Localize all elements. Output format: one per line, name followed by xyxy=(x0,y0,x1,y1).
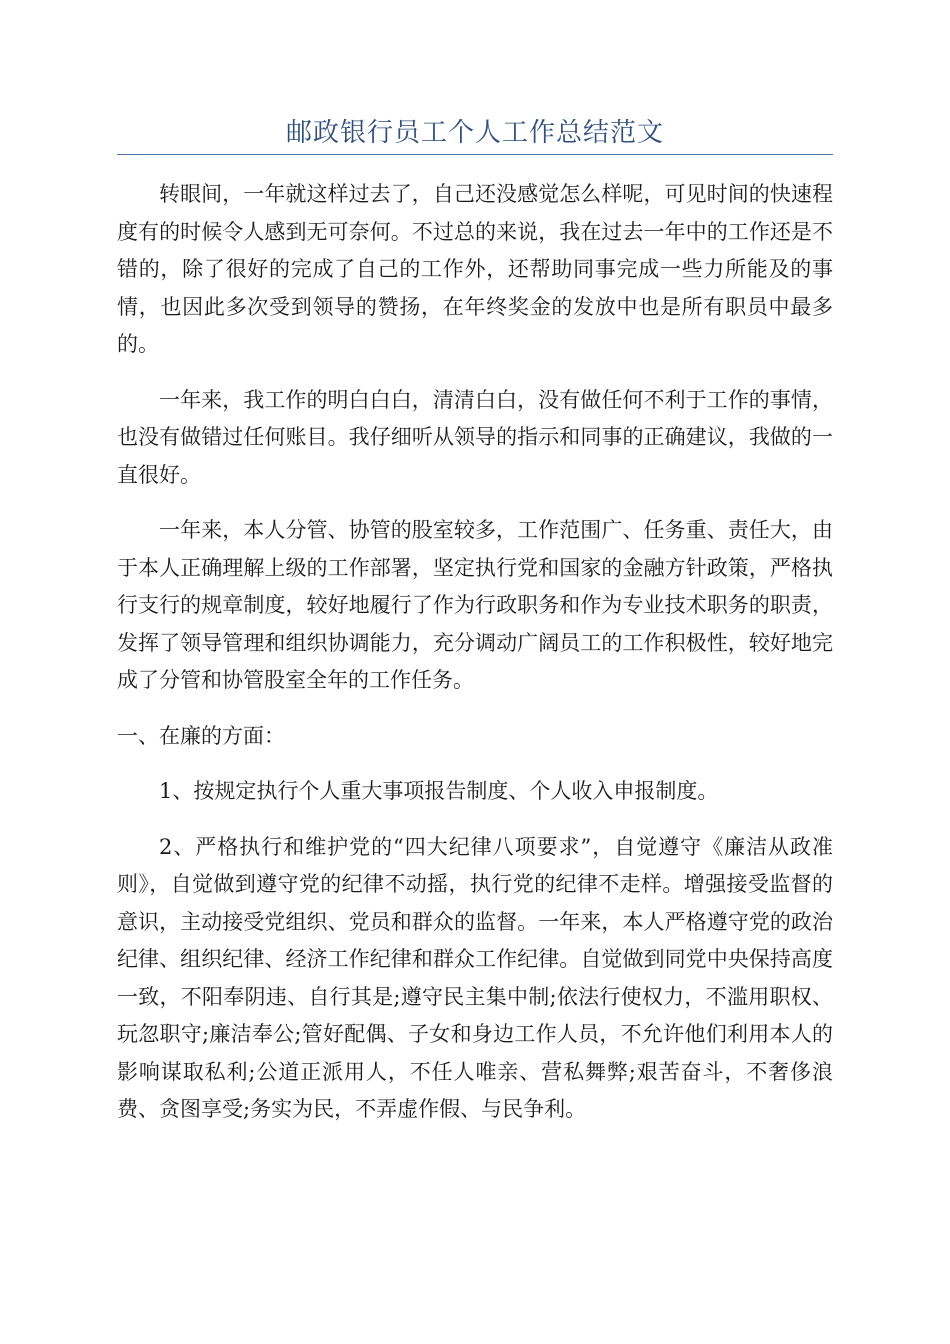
title-underline xyxy=(117,154,833,155)
list-item-1: 1、按规定执行个人重大事项报告制度、个人收入申报制度。 xyxy=(159,779,719,803)
paragraph-work: 一年来，我工作的明白白白，清清白白，没有做任何不利于工作的事情，也没有做错过任何账目。我仔细听从领导的指示和同事的正确建议，我做的一直很好。 xyxy=(117,387,833,487)
document-body xyxy=(117,176,833,1147)
section-heading: 一、在廉的方面： xyxy=(117,723,285,748)
document-title: 邮政银行员工个人工作总结范文 xyxy=(285,118,664,148)
paragraph-intro: 转眼间，一年就这样过去了，自己还没感觉怎么样呢，可见时间的快速程度有的时候令人感到无可奈何。不过总的来说，我在过去一年中的工作还是不错的，除了很好的完成了自己的工作外，还帮助同事完成一些力所能及的事情，也因此多次受到领导的赞扬，在年终奖金的发放中也是所有职员中最多的。 xyxy=(117,182,833,356)
list-item-2: 2、严格执行和维护党的“四大纪律八项要求”，自觉遵守《廉洁从政准则》，自觉做到遵守党的纪律不动摇，执行党的纪律不走样。增强接受监督的意识，主动接受党组织、党员和群众的监督。一年来，本人严格遵守党的政治纪律、组织纪律、经济工作纪律和群众工作纪律。自觉做到同党中央保持高度一致，不阳奉阴违、自行其是;遵守民主集中制;依法行使权力，不滥用职权、玩忽职守;廉洁奉公;管好配偶、子女和身边工作人员，不允许他们利用本人的影响谋取私利;公道正派用人，不任人唯亲、营私舞弊;艰苦奋斗，不奢侈浪费、贪图享受;务实为民，不弄虚作假、与民争利。 xyxy=(117,834,833,1121)
paragraph-duties: 一年来，本人分管、协管的股室较多，工作范围广、任务重、责任大，由于本人正确理解上级的工作部署，坚定执行党和国家的金融方针政策，严格执行支行的规章制度，较好地履行了作为行政职务和作为专业技术职务的职责，发挥了领导管理和组织协调能力，充分调动广阔员工的工作积极性，较好地完成了分管和协管股室全年的工作任务。 xyxy=(117,518,833,692)
